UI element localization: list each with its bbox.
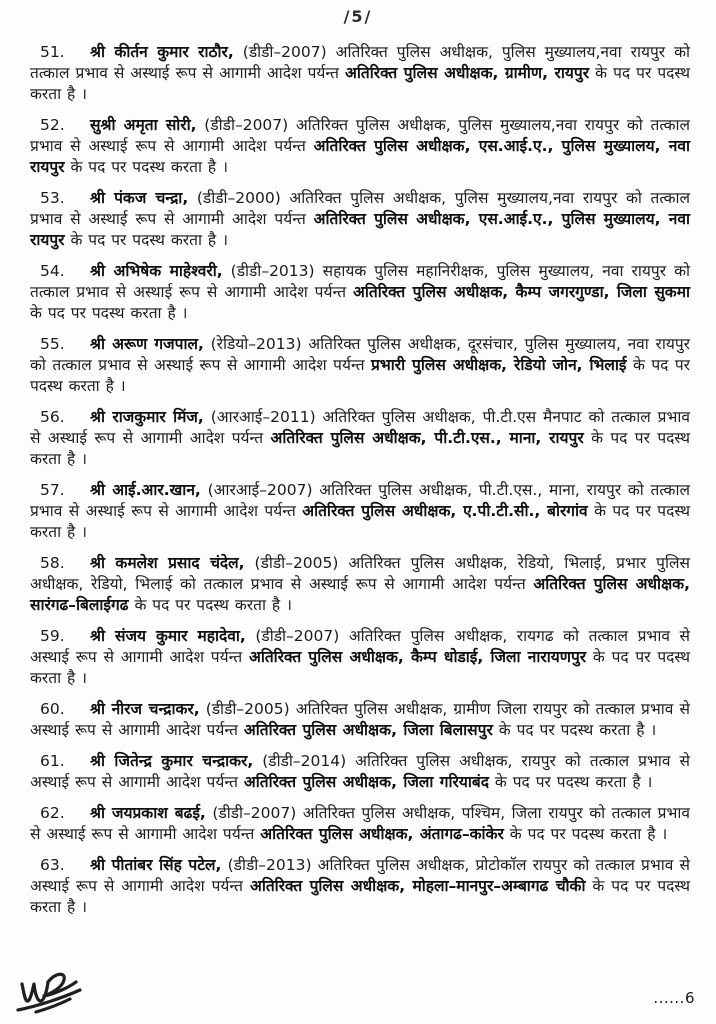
entry-body: (डीडी–2013) अतिरिक्त पुलिस अधीक्षक, प्रोटोकॉल रायपुर को तत्काल प्रभाव से अस्थाई रूप से आगामी आदेश पर्यन्त: [30, 856, 690, 895]
entry-number: 58.: [40, 554, 65, 572]
new-posting: अतिरिक्त पुलिस अधीक्षक, सारंगढ–बिलाईगढ: [30, 575, 690, 614]
order-entries: [30, 42, 690, 928]
entry-body: (डीडी–2007) अतिरिक्त पुलिस अधीक्षक, रायगढ को तत्काल प्रभाव से अस्थाई रूप से आगामी आदेश पर्यन्त: [30, 627, 690, 666]
entry-number: 59.: [40, 627, 65, 645]
new-posting: अतिरिक्त पुलिस अधीक्षक, मोहला–मानपुर–अम्बागढ चौकी: [249, 877, 586, 895]
entry-closing: के पद पर पदस्थ करता है ।: [30, 648, 690, 687]
order-entry-63: [30, 855, 690, 918]
entry-number: 51.: [40, 43, 65, 61]
entry-body: (डीडी–2007) अतिरिक्त पुलिस अधीक्षक, पश्चिम, जिला रायपुर को तत्काल प्रभाव से अस्थाई रूप से आगामी आदेश पर्यन्त: [30, 804, 690, 843]
entry-closing: के पद पर पदस्थ करता है ।: [509, 825, 668, 843]
new-posting: अतिरिक्त पुलिस अधीक्षक, एस.आई.ए., पुलिस मुख्यालय, नवा रायपुर: [30, 137, 690, 176]
entry-closing: के पद पर पदस्थ करता है ।: [498, 721, 657, 739]
entry-number: 57.: [40, 481, 65, 499]
entry-number: 55.: [40, 335, 65, 353]
footer-next-page-number: ......6: [653, 989, 695, 1007]
entry-number: 60.: [40, 700, 65, 718]
new-posting: अतिरिक्त पुलिस अधीक्षक, एस.आई.ए., पुलिस मुख्यालय, नवा रायपुर: [30, 210, 690, 249]
officer-name: श्री राजकुमार मिंज,: [90, 408, 204, 426]
officer-name: श्री संजय कुमार महादेवा,: [90, 627, 246, 645]
entry-body: (डीडी–2014) अतिरिक्त पुलिस अधीक्षक, रायपुर को तत्काल प्रभाव से अस्थाई रूप से आगामी आदेश पर्यन्त: [30, 752, 690, 791]
order-entry-58: [30, 553, 690, 616]
entry-body: (डीडी–2005) अतिरिक्त पुलिस अधीक्षक, रेडियो, भिलाई, प्रभार पुलिस अधीक्षक, रेडियो, भिलाई को तत्काल प्रभाव से अस्थाई रूप से आगामी आदेश पर्यन्त: [30, 554, 690, 593]
entry-body: (डीडी–2000) अतिरिक्त पुलिस अधीक्षक, पुलिस मुख्यालय,नवा रायपुर को तत्काल प्रभाव से अस्थाई रूप से आगामी आदेश पर्यन्त: [30, 189, 690, 228]
entry-number: 53.: [40, 189, 65, 207]
order-entry-53: [30, 188, 690, 251]
entry-body: (डीडी–2007) अतिरिक्त पुलिस अधीक्षक, पुलिस मुख्यालय,नवा रायपुर को तत्काल प्रभाव से अस्थाई रूप से आगामी आदेश पर्यन्त: [30, 116, 690, 155]
entry-body: (डीडी–2007) अतिरिक्त पुलिस अधीक्षक, पुलिस मुख्यालय,नवा रायपुर को तत्काल प्रभाव से अस्थाई रूप से आगामी आदेश पर्यन्त: [30, 43, 690, 82]
entry-closing: के पद पर पदस्थ करता है ।: [70, 231, 228, 249]
officer-name: सुश्री अमृता सोरी,: [90, 116, 197, 134]
entry-closing: के पद पर पदस्थ करता है ।: [30, 502, 690, 541]
officer-name: श्री कीर्तन कुमार राठौर,: [90, 43, 234, 61]
order-entry-59: [30, 626, 690, 689]
entry-closing: के पद पर पदस्थ करता है ।: [30, 877, 690, 916]
order-entry-61: [30, 751, 690, 793]
officer-name: श्री कमलेश प्रसाद चंदेल,: [90, 554, 245, 572]
entry-number: 52.: [40, 116, 65, 134]
new-posting: अतिरिक्त पुलिस अधीक्षक, कैम्प जगरगुण्डा, जिला सुकमा: [353, 283, 690, 301]
entry-closing: के पद पर पदस्थ करता है ।: [30, 64, 691, 103]
new-posting: अतिरिक्त पुलिस अधीक्षक, अंतागढ–कांकेर: [260, 825, 504, 843]
entry-closing: के पद पर पदस्थ करता है ।: [134, 596, 292, 614]
new-posting: अतिरिक्त पुलिस अधीक्षक, जिला गरियाबंद: [243, 773, 489, 791]
order-entry-62: [30, 803, 690, 845]
entry-body: (रेडियो–2013) अतिरिक्त पुलिस अधीक्षक, दूरसंचार, पुलिस मुख्यालय, नवा रायपुर को तत्काल प्रभाव से अस्थाई रूप से आगामी आदेश पर्यन्त: [30, 335, 691, 374]
entry-number: 56.: [40, 408, 65, 426]
new-posting: अतिरिक्त पुलिस अधीक्षक, कैम्प धोडाई, जिला नारायणपुर: [248, 648, 587, 666]
entry-closing: के पद पर पदस्थ करता है ।: [30, 429, 690, 468]
entry-closing: के पद पर पदस्थ करता है ।: [494, 773, 653, 791]
officer-name: श्री पीतांबर सिंह पटेल,: [90, 856, 222, 874]
entry-body: (डीडी–2013) सहायक पुलिस महानिरीक्षक, पुलिस मुख्यालय, नवा रायपुर को तत्काल प्रभाव से अस्थाई रूप से आगामी आदेश पर्यन्त: [30, 262, 690, 301]
order-entry-56: [30, 407, 690, 470]
entry-number: 62.: [40, 804, 65, 822]
new-posting: अतिरिक्त पुलिस अधीक्षक, ए.पी.टी.सी., बोरगांव: [302, 502, 588, 520]
entry-body: (डीडी–2005) अतिरिक्त पुलिस अधीक्षक, ग्रामीण जिला रायपुर को तत्काल प्रभाव से अस्थाई रूप से आगामी आदेश पर्यन्त: [30, 700, 690, 739]
officer-name: श्री अरूण गजपाल,: [90, 335, 204, 353]
order-entry-54: [30, 261, 690, 324]
entry-closing: के पद पर पदस्थ करता है ।: [70, 158, 228, 176]
new-posting: अतिरिक्त पुलिस अधीक्षक, जिला बिलासपुर: [243, 721, 493, 739]
entry-body: (आरआई–2011) अतिरिक्त पुलिस अधीक्षक, पी.टी.एस मैनपाट को तत्काल प्रभाव से अस्थाई रूप से आगामी आदेश पर्यन्त: [30, 408, 690, 447]
officer-name: श्री नीरज चन्द्राकर,: [90, 700, 200, 718]
order-entry-52: [30, 115, 690, 178]
officer-name: श्री जितेन्द्र कुमार चन्द्राकर,: [90, 752, 254, 770]
entry-number: 54.: [40, 262, 65, 280]
new-posting: प्रभारी पुलिस अधीक्षक, रेडियो जोन, भिलाई: [371, 356, 627, 374]
entry-number: 61.: [40, 752, 65, 770]
entry-closing: के पद पर पदस्थ करता है ।: [30, 304, 188, 322]
order-entry-55: [30, 334, 690, 397]
handwritten-signature-mark: [10, 960, 120, 1022]
page-number-header: /5/: [343, 7, 373, 26]
order-entry-51: [30, 42, 690, 105]
officer-name: श्री आई.आर.खान,: [90, 481, 201, 499]
order-entry-57: [30, 480, 690, 543]
officer-name: श्री अभिषेक माहेश्वरी,: [90, 262, 223, 280]
officer-name: श्री जयप्रकाश बढई,: [90, 804, 206, 822]
new-posting: अतिरिक्त पुलिस अधीक्षक, ग्रामीण, रायपुर: [345, 64, 590, 82]
order-entry-60: [30, 699, 690, 741]
entry-closing: के पद पर पदस्थ करता है ।: [30, 356, 690, 395]
entry-number: 63.: [40, 856, 65, 874]
new-posting: अतिरिक्त पुलिस अधीक्षक, पी.टी.एस., माना, रायपुर: [270, 429, 584, 447]
officer-name: श्री पंकज चन्द्रा,: [90, 189, 189, 207]
entry-body: (आरआई–2007) अतिरिक्त पुलिस अधीक्षक, पी.टी.एस., माना, रायपुर को तत्काल प्रभाव से अस्थाई रूप से आगामी आदेश पर्यन्त: [30, 481, 690, 520]
